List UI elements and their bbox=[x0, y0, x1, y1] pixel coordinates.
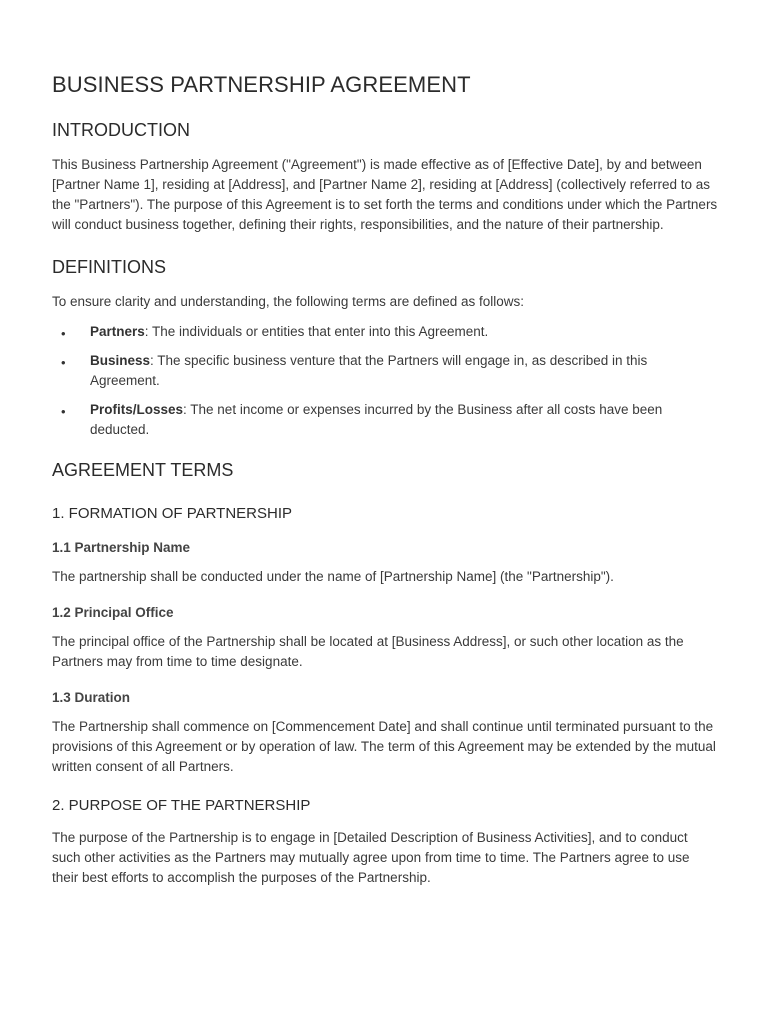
clause-text: The principal office of the Partnership shall be located at [Business Address], or such other location as the Partners may from time to time designate. bbox=[52, 634, 684, 669]
clause-principal-office bbox=[52, 605, 718, 672]
definition-term: Profits/Losses bbox=[90, 402, 184, 417]
definition-item-business bbox=[52, 351, 718, 391]
clause-heading: 1.3 Duration bbox=[52, 690, 131, 705]
clause-duration bbox=[52, 690, 718, 777]
document-title: BUSINESS PARTNERSHIP AGREEMENT bbox=[52, 72, 471, 97]
clause-heading: 1.2 Principal Office bbox=[52, 605, 174, 620]
purpose-text: The purpose of the Partnership is to engage in [Detailed Description of Business Activities], and to conduct such other activities as the Partners may mutually agree upon from time to time. The Partners agree to use their best efforts to accomplish the purposes of the Partnership. bbox=[52, 830, 690, 885]
bullet-icon: • bbox=[61, 404, 66, 419]
clause-heading: 1.1 Partnership Name bbox=[52, 540, 191, 555]
definition-term: Partners bbox=[90, 324, 145, 339]
definition-text: : The specific business venture that the Partners will engage in, as described in this Agreement. bbox=[90, 353, 648, 388]
clause-text: The partnership shall be conducted under the name of [Partnership Name] (the "Partnership"). bbox=[52, 569, 614, 584]
definition-item-partners bbox=[52, 322, 718, 342]
purpose-heading: 2. PURPOSE OF THE PARTNERSHIP bbox=[52, 797, 311, 814]
definition-text: : The individuals or entities that enter into this Agreement. bbox=[144, 324, 489, 339]
bullet-icon: • bbox=[61, 326, 66, 341]
clause-text: The Partnership shall commence on [Commencement Date] and shall continue until terminated pursuant to the provisions of this Agreement or by operation of law. The term of this Agreement may be extended by the mutual written consent of all Partners. bbox=[52, 719, 716, 774]
agreement-terms-heading: AGREEMENT TERMS bbox=[52, 460, 234, 480]
introduction-section bbox=[52, 120, 718, 235]
definition-item-profits-losses bbox=[52, 400, 718, 440]
definitions-list bbox=[52, 322, 718, 440]
definitions-intro: To ensure clarity and understanding, the following terms are defined as follows: bbox=[52, 294, 525, 309]
definition-term: Business bbox=[90, 353, 151, 368]
introduction-heading: INTRODUCTION bbox=[52, 120, 190, 140]
definitions-section bbox=[52, 257, 718, 440]
bullet-icon: • bbox=[61, 355, 66, 370]
clause-partnership-name bbox=[52, 540, 718, 587]
formation-heading: 1. FORMATION OF PARTNERSHIP bbox=[52, 505, 293, 522]
introduction-text: This Business Partnership Agreement ("Agreement") is made effective as of [Effective Date], by and between [Partner Name 1], residing at [Address], and [Partner Name 2], residing at [Address] (collectively referred to as the "Partners"). The purpose of this Agreement is to set forth the terms and conditions under which the Partners will conduct business together, defining their rights, responsibilities, and the nature of their partnership. bbox=[52, 157, 718, 232]
definitions-heading: DEFINITIONS bbox=[52, 257, 167, 277]
definition-text: : The net income or expenses incurred by the Business after all costs have been deducted. bbox=[90, 402, 663, 437]
agreement-terms-section bbox=[52, 460, 718, 888]
